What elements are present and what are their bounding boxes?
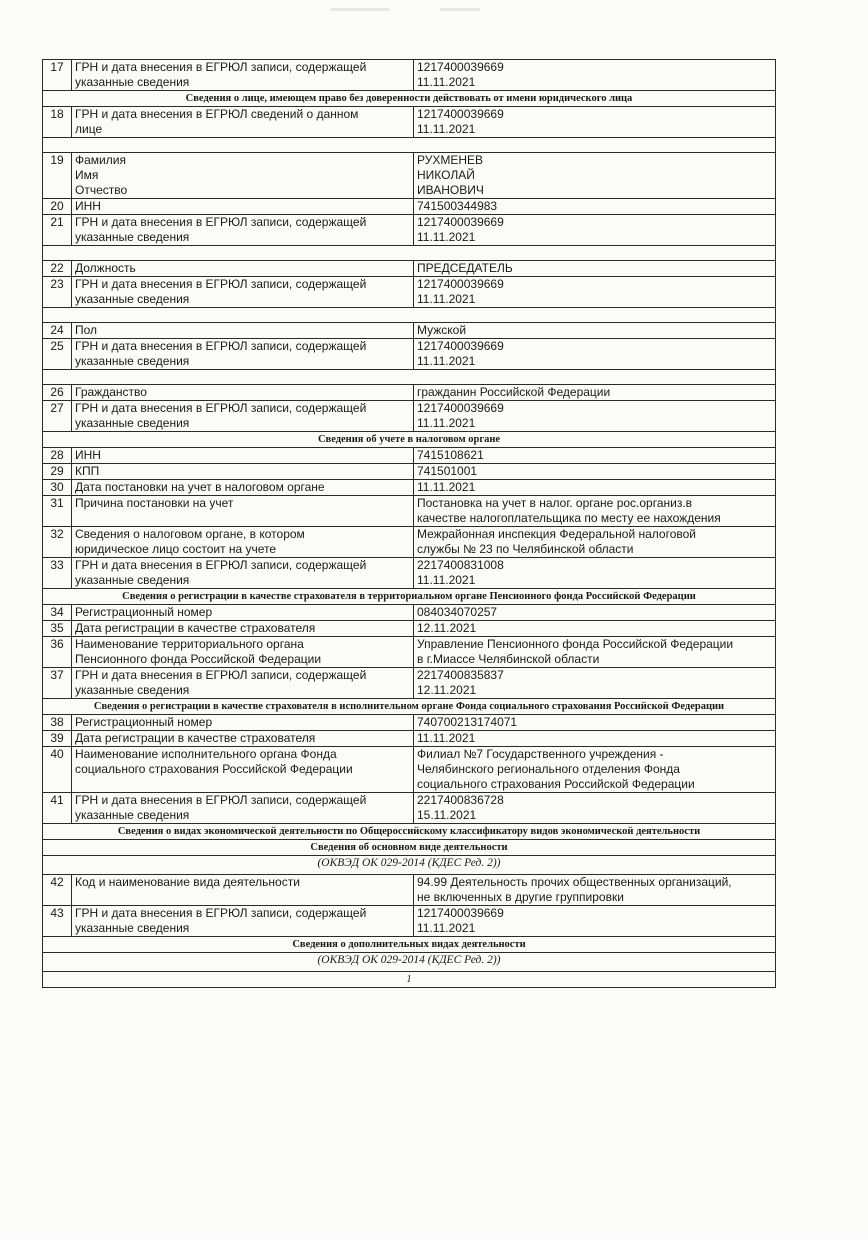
field-value	[414, 60, 776, 91]
field-label	[72, 621, 414, 637]
field-value-line: 15.11.2021	[417, 808, 477, 822]
section-header-row	[43, 432, 776, 448]
field-label	[72, 527, 414, 558]
field-label-line: указанные сведения	[75, 416, 190, 430]
field-value-line: 11.11.2021	[417, 292, 476, 306]
table-row	[43, 715, 776, 731]
section-header: Сведения о регистрации в качестве страхователя в территориальном органе Пенсионного фонда Российской Федерации	[43, 589, 776, 605]
field-value	[414, 448, 776, 464]
field-value-line: Филиал №7 Государственного учреждения -	[417, 747, 664, 761]
field-label-line: Регистрационный номер	[75, 605, 213, 619]
field-value-line: службы № 23 по Челябинской области	[417, 542, 634, 556]
field-label	[72, 277, 414, 308]
row-number: 18	[43, 107, 72, 138]
field-label	[72, 448, 414, 464]
table-row	[43, 199, 776, 215]
field-label-line: указанные сведения	[75, 808, 190, 822]
field-label-line: Код и наименование вида деятельности	[75, 875, 300, 889]
row-number: 28	[43, 448, 72, 464]
table-row	[43, 637, 776, 668]
field-label-line: ГРН и дата внесения в ЕГРЮЛ записи, содержащей	[75, 401, 367, 415]
field-value	[414, 731, 776, 747]
row-number: 23	[43, 277, 72, 308]
field-label	[72, 385, 414, 401]
field-value-line: 741500344983	[417, 199, 498, 213]
row-number: 37	[43, 668, 72, 699]
table-row	[43, 793, 776, 824]
field-value	[414, 277, 776, 308]
table-row	[43, 668, 776, 699]
field-label	[72, 906, 414, 937]
field-value	[414, 605, 776, 621]
field-label-line: указанные сведения	[75, 292, 190, 306]
field-label-line: указанные сведения	[75, 683, 190, 697]
row-number: 36	[43, 637, 72, 668]
field-label-line: Пенсионного фонда Российской Федерации	[75, 652, 322, 666]
table-row	[43, 401, 776, 432]
field-value-line: 2217400836728	[417, 793, 504, 807]
field-value-line: ПРЕДСЕДАТЕЛЬ	[417, 261, 513, 275]
field-label	[72, 215, 414, 246]
row-number: 25	[43, 339, 72, 370]
scan-artifact	[330, 8, 390, 11]
field-label	[72, 715, 414, 731]
table-row	[43, 339, 776, 370]
field-label-line: указанные сведения	[75, 921, 190, 935]
field-label	[72, 199, 414, 215]
table-row	[43, 906, 776, 937]
field-label-line: ГРН и дата внесения в ЕГРЮЛ записи, содержащей	[75, 339, 367, 353]
field-value-line: 7415108621	[417, 448, 484, 462]
field-value-line: ИВАНОВИЧ	[417, 183, 484, 197]
field-label-line: Фамилия	[75, 153, 126, 167]
field-label	[72, 480, 414, 496]
field-value	[414, 261, 776, 277]
row-number: 24	[43, 323, 72, 339]
row-number: 17	[43, 60, 72, 91]
field-value-line: 12.11.2021	[417, 621, 477, 635]
field-label-line: Причина постановки на учет	[75, 496, 234, 510]
field-value-line: 1217400039669	[417, 215, 504, 229]
field-label-line: Пол	[75, 323, 98, 337]
empty-cell	[43, 246, 776, 261]
field-value-line: 2217400831008	[417, 558, 504, 572]
field-value-line: 11.11.2021	[417, 230, 476, 244]
field-label	[72, 731, 414, 747]
table-row	[43, 496, 776, 527]
section-header: Сведения о регистрации в качестве страхователя в исполнительном органе Фонда социального страхования Российской Федерации	[43, 699, 776, 715]
table-row	[43, 605, 776, 621]
field-value	[414, 323, 776, 339]
row-number: 26	[43, 385, 72, 401]
field-label-line: Дата регистрации в качестве страхователя	[75, 621, 316, 635]
field-value-line: НИКОЛАЙ	[417, 168, 475, 182]
field-value-line: 11.11.2021	[417, 921, 476, 935]
section-header-row	[43, 824, 776, 840]
field-label-line: Дата постановки на учет в налоговом органе	[75, 480, 325, 494]
field-value-line: 12.11.2021	[417, 683, 477, 697]
field-value	[414, 793, 776, 824]
field-value-line: 94.99 Деятельность прочих общественных организаций,	[417, 875, 732, 889]
table-row	[43, 215, 776, 246]
field-label-line: указанные сведения	[75, 75, 190, 89]
field-value	[414, 215, 776, 246]
field-label	[72, 107, 414, 138]
field-label	[72, 153, 414, 199]
table-row	[43, 261, 776, 277]
field-label-line: ГРН и дата внесения в ЕГРЮЛ записи, содержащей	[75, 668, 367, 682]
row-number: 31	[43, 496, 72, 527]
row-number: 19	[43, 153, 72, 199]
section-header-row	[43, 840, 776, 856]
field-value-line: Управление Пенсионного фонда Российской Федерации	[417, 637, 734, 651]
row-number: 41	[43, 793, 72, 824]
row-number: 20	[43, 199, 72, 215]
field-label-line: указанные сведения	[75, 573, 190, 587]
field-label-line: Регистрационный номер	[75, 715, 213, 729]
field-label-line: ГРН и дата внесения в ЕГРЮЛ записи, содержащей	[75, 906, 367, 920]
spacer-row	[43, 138, 776, 153]
section-header-row	[43, 937, 776, 953]
egrul-table-body	[43, 60, 776, 972]
field-value	[414, 401, 776, 432]
table-row	[43, 60, 776, 91]
row-number: 39	[43, 731, 72, 747]
field-label	[72, 668, 414, 699]
field-label	[72, 747, 414, 793]
row-number: 35	[43, 621, 72, 637]
row-number: 42	[43, 875, 72, 906]
field-label-line: Дата регистрации в качестве страхователя	[75, 731, 316, 745]
row-number: 33	[43, 558, 72, 589]
row-number: 27	[43, 401, 72, 432]
table-row	[43, 277, 776, 308]
field-label-line: Наименование территориального органа	[75, 637, 304, 651]
field-label-line: ИНН	[75, 448, 101, 462]
field-label-line: Гражданство	[75, 385, 147, 399]
field-value-line: 1217400039669	[417, 60, 504, 74]
table-row	[43, 731, 776, 747]
table-row	[43, 448, 776, 464]
section-header: Сведения о лице, имеющем право без доверенности действовать от имени юридического лица	[43, 91, 776, 107]
field-label-line: ИНН	[75, 199, 101, 213]
field-value	[414, 747, 776, 793]
field-value-line: 11.11.2021	[417, 354, 476, 368]
field-label	[72, 496, 414, 527]
field-value-line: 11.11.2021	[417, 480, 476, 494]
field-value	[414, 385, 776, 401]
field-value-line: качестве налогоплательщика по месту ее нахождения	[417, 511, 721, 525]
field-value-line: 740700213174071	[417, 715, 518, 729]
field-value-line: не включенных в другие группировки	[417, 890, 624, 904]
field-value	[414, 496, 776, 527]
field-label-line: ГРН и дата внесения в ЕГРЮЛ записи, содержащей	[75, 558, 367, 572]
field-label	[72, 464, 414, 480]
field-value-line: 084034070257	[417, 605, 498, 619]
field-label-line: лице	[75, 122, 103, 136]
table-row	[43, 464, 776, 480]
table-row	[43, 747, 776, 793]
field-label-line: Имя	[75, 168, 99, 182]
section-header-row	[43, 699, 776, 715]
table-row	[43, 527, 776, 558]
field-value-line: Постановка на учет в налог. органе рос.организ.в	[417, 496, 693, 510]
row-number: 38	[43, 715, 72, 731]
field-value	[414, 107, 776, 138]
field-label-line: КПП	[75, 464, 100, 478]
section-header: Сведения об учете в налоговом органе	[43, 432, 776, 448]
field-label	[72, 793, 414, 824]
field-label	[72, 605, 414, 621]
field-value	[414, 906, 776, 937]
table-row	[43, 558, 776, 589]
field-label-line: ГРН и дата внесения в ЕГРЮЛ записи, содержащей	[75, 60, 367, 74]
field-value-line: 1217400039669	[417, 401, 504, 415]
row-number: 40	[43, 747, 72, 793]
field-value-line: 1217400039669	[417, 107, 504, 121]
field-value	[414, 668, 776, 699]
empty-cell	[43, 138, 776, 153]
field-value	[414, 715, 776, 731]
row-number: 29	[43, 464, 72, 480]
field-label-line: социального страхования Российской Федерации	[75, 762, 353, 776]
classifier-label: (ОКВЭД ОК 029-2014 (КДЕС Ред. 2))	[43, 953, 776, 972]
field-label-line: Наименование исполнительного органа Фонда	[75, 747, 337, 761]
field-value	[414, 621, 776, 637]
section-header: Сведения об основном виде деятельности	[43, 840, 776, 856]
field-label	[72, 875, 414, 906]
egrul-table	[42, 59, 776, 988]
field-value-line: гражданин Российской Федерации	[417, 385, 611, 399]
section-header-row	[43, 91, 776, 107]
field-label	[72, 60, 414, 91]
table-row	[43, 153, 776, 199]
field-label-line: ГРН и дата внесения в ЕГРЮЛ сведений о данном	[75, 107, 359, 121]
field-label-line: ГРН и дата внесения в ЕГРЮЛ записи, содержащей	[75, 793, 367, 807]
field-value-line: 11.11.2021	[417, 573, 476, 587]
row-number: 32	[43, 527, 72, 558]
field-label-line: юридическое лицо состоит на учете	[75, 542, 277, 556]
field-value-line: Мужской	[417, 323, 467, 337]
field-value	[414, 153, 776, 199]
field-value-line: в г.Миассе Челябинской области	[417, 652, 600, 666]
table-row	[43, 621, 776, 637]
scan-artifact	[440, 8, 480, 11]
table-row	[43, 107, 776, 138]
field-value	[414, 558, 776, 589]
field-value-line: Челябинского регионального отделения Фонда	[417, 762, 680, 776]
field-value	[414, 480, 776, 496]
table-row	[43, 385, 776, 401]
classifier-label: (ОКВЭД ОК 029-2014 (КДЕС Ред. 2))	[43, 856, 776, 875]
field-value-line: 11.11.2021	[417, 122, 476, 136]
field-label-line: Должность	[75, 261, 136, 275]
field-value-line: Межрайонная инспекция Федеральной налоговой	[417, 527, 697, 541]
row-number: 22	[43, 261, 72, 277]
spacer-row	[43, 246, 776, 261]
spacer-row	[43, 370, 776, 385]
field-value-line: 11.11.2021	[417, 75, 476, 89]
section-header: Сведения о дополнительных видах деятельности	[43, 937, 776, 953]
field-value	[414, 464, 776, 480]
field-label-line: Отчество	[75, 183, 128, 197]
field-value-line: 1217400039669	[417, 339, 504, 353]
row-number: 30	[43, 480, 72, 496]
field-label	[72, 339, 414, 370]
egrul-extract-page	[42, 59, 775, 988]
spacer-row	[43, 308, 776, 323]
field-label	[72, 261, 414, 277]
field-value-line: 11.11.2021	[417, 731, 476, 745]
table-row	[43, 323, 776, 339]
row-number: 34	[43, 605, 72, 621]
section-header-row	[43, 589, 776, 605]
field-label	[72, 558, 414, 589]
field-value-line: 1217400039669	[417, 906, 504, 920]
empty-cell	[43, 308, 776, 323]
field-label	[72, 401, 414, 432]
field-label-line: ГРН и дата внесения в ЕГРЮЛ записи, содержащей	[75, 277, 367, 291]
page-number-row	[43, 972, 776, 988]
field-value-line: 1217400039669	[417, 277, 504, 291]
field-value	[414, 339, 776, 370]
field-value-line: 2217400835837	[417, 668, 504, 682]
field-label	[72, 637, 414, 668]
field-value	[414, 875, 776, 906]
field-label-line: ГРН и дата внесения в ЕГРЮЛ записи, содержащей	[75, 215, 367, 229]
field-value-line: социального страхования Российской Федерации	[417, 777, 695, 791]
field-value	[414, 637, 776, 668]
classifier-row	[43, 953, 776, 972]
field-value-line: РУХМЕНЕВ	[417, 153, 484, 167]
page-number: 1	[43, 972, 776, 988]
field-label-line: указанные сведения	[75, 354, 190, 368]
classifier-row	[43, 856, 776, 875]
table-row	[43, 875, 776, 906]
field-value	[414, 527, 776, 558]
field-label-line: Сведения о налоговом органе, в котором	[75, 527, 305, 541]
table-row	[43, 480, 776, 496]
field-value-line: 11.11.2021	[417, 416, 476, 430]
empty-cell	[43, 370, 776, 385]
section-header: Сведения о видах экономической деятельности по Общероссийскому классификатору видов экономической деятельности	[43, 824, 776, 840]
field-label	[72, 323, 414, 339]
field-value	[414, 199, 776, 215]
field-value-line: 741501001	[417, 464, 478, 478]
row-number: 43	[43, 906, 72, 937]
row-number: 21	[43, 215, 72, 246]
field-label-line: указанные сведения	[75, 230, 190, 244]
